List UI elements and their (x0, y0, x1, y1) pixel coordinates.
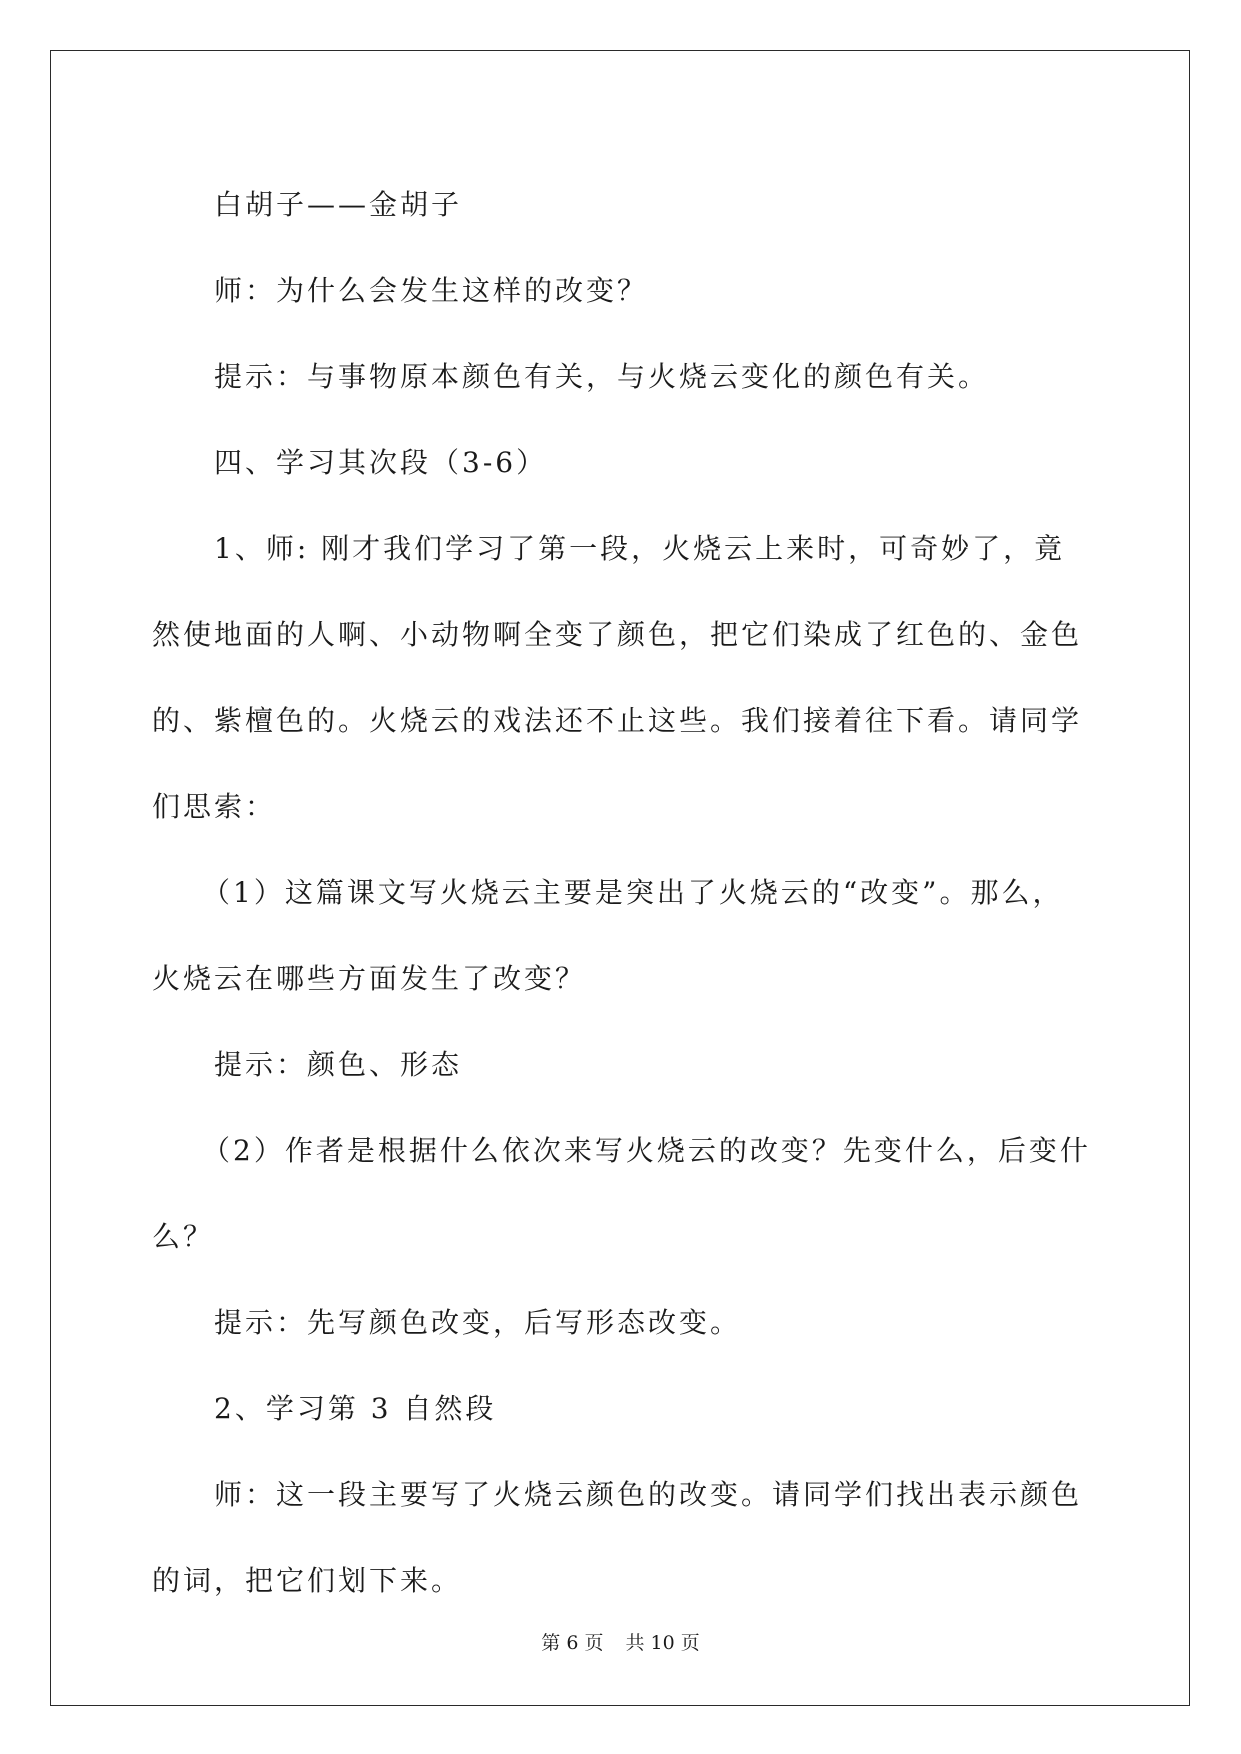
paragraph-2: 师：为什么会发生这样的改变？ (214, 274, 649, 307)
hint-1: 提示：颜色、形态 (214, 1048, 463, 1081)
question-2: （2）作者是根据什么依次来写火烧云的改变？先变什么，后变什么？ (152, 1134, 1091, 1253)
hint-2: 提示：先写颜色改变，后写形态改变。 (214, 1306, 742, 1339)
section-heading: 四、学习其次段（3-6） (214, 446, 548, 479)
paragraph-1: 白胡子——金胡子 (214, 188, 463, 221)
page-number-total: 共 10 页 (625, 1632, 700, 1654)
question-1: （1）这篇课文写火烧云主要是突出了火烧云的“改变”。那么，火烧云在哪些方面发生了改变？ (152, 876, 1064, 995)
page-number-current: 第 6 页 (541, 1632, 604, 1654)
page-footer (0, 1628, 1241, 1655)
paragraph-3: 提示：与事物原本颜色有关，与火烧云变化的颜色有关。 (214, 360, 990, 393)
paragraph-5: 1、师: 刚才我们学习了第一段，火烧云上来时，可奇妙了，竟然使地面的人啊、小动物啊全变了颜色，把它们染成了红色的、金色的、紫檀色的。火烧云的戏法还不止这些。我们接着往下看。请同学们思索： (152, 532, 1083, 823)
paragraph-11: 师：这一段主要写了火烧云颜色的改变。请同学们找出表示颜色的词，把它们划下来。 (152, 1478, 1083, 1597)
subsection-heading: 2、学习第 3 自然段 (214, 1392, 497, 1425)
document-body (152, 162, 1092, 1624)
